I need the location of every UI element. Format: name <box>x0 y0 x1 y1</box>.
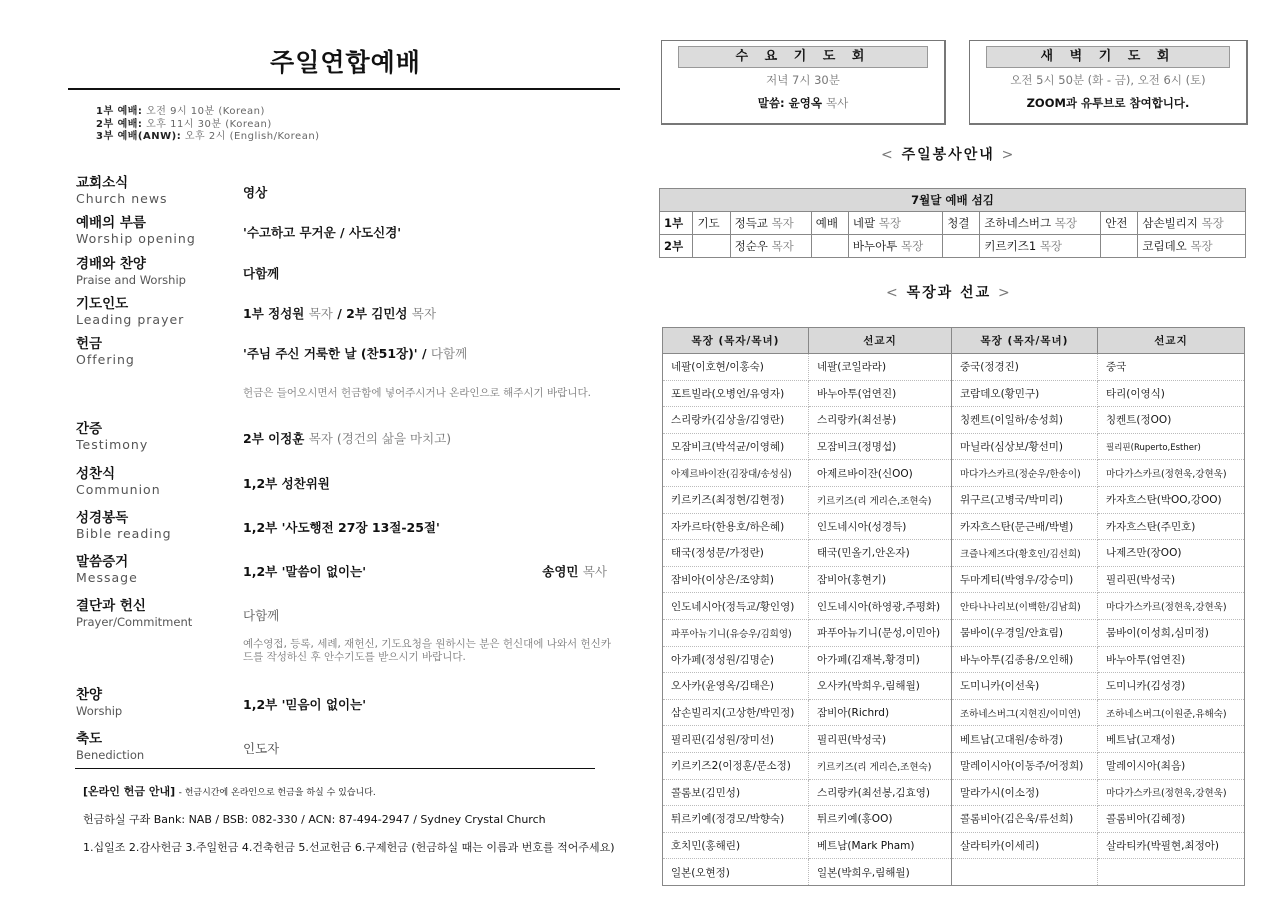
order-value: 1부 정성원 목자 / 2부 김민성 목자 <box>243 306 437 321</box>
mission-cell: 카자흐스탄(주민호) <box>1098 513 1245 540</box>
mission-cell: 포트빌라(오병언/유영자) <box>663 380 809 407</box>
offering-note: 헌금은 들어오시면서 헌금함에 넣어주시거나 온라인으로 해주시기 바랍니다. <box>243 387 591 399</box>
mission-cell: 태국(민올기,안온자) <box>809 540 952 567</box>
mission-row <box>663 779 1245 806</box>
page-title: 주일연합예배 <box>270 48 421 77</box>
wednesday-prayer-time: 저녁 7시 30분 <box>766 73 840 87</box>
duty-row-2 <box>660 235 1246 258</box>
order-ko: 교회소식 <box>76 175 129 191</box>
mission-cell: 마다가스카르(정순우/한송이) <box>952 460 1098 487</box>
order-value: 다함께 <box>243 266 280 281</box>
mission-cell: 스리랑카(최선봉) <box>809 407 952 434</box>
mission-cell: 칭켄트(이일하/송성희) <box>952 407 1098 434</box>
order-en: Bible reading <box>76 526 172 541</box>
order-en: Church news <box>76 191 168 206</box>
mission-cell: 아가페(정성원/김명순) <box>663 646 809 673</box>
order-en: Leading prayer <box>76 312 185 327</box>
mission-cell: 인도네시아(하영광,주평화) <box>809 593 952 620</box>
order-value: 1,2부 '사도행전 27장 13절-25절' <box>243 520 440 535</box>
mission-cell: 키르키즈2(이정훈/문소정) <box>663 752 809 779</box>
duty-cell: 키르키즈1 목장 <box>980 235 1101 258</box>
mission-cell: 중국 <box>1098 354 1245 381</box>
mission-cell: 바누아투(엄연진) <box>809 380 952 407</box>
mission-cell: 오사카(윤영옥/김태은) <box>663 673 809 700</box>
order-en: Message <box>76 570 138 585</box>
mission-cell: 스리랑카(최선봉,김효영) <box>809 779 952 806</box>
order-item-benediction <box>76 731 621 762</box>
mission-cell: 인도네시아(정득교/황인영) <box>663 593 809 620</box>
message-speaker: 송영민 목사 <box>542 564 607 579</box>
mission-row <box>663 433 1245 460</box>
order-item-bible-reading <box>76 510 621 541</box>
duty-cell: 조하네스버그 목장 <box>980 212 1101 235</box>
order-value: 1,2부 '말씀이 없이는' <box>243 564 367 579</box>
order-value: 인도자 <box>243 741 280 756</box>
order-ko: 경배와 찬양 <box>76 256 146 272</box>
dawn-prayer-time: 오전 5시 50분 (화 - 금), 오전 6시 (토) <box>1010 73 1206 87</box>
mission-cell: 베트남(고대원/송하경) <box>952 726 1098 753</box>
mission-header: 목장 (목자/목녀) <box>663 328 809 354</box>
mission-cell: 카자흐스탄(문근배/박별) <box>952 513 1098 540</box>
order-item-prayer <box>76 296 621 327</box>
mission-cell <box>952 859 1098 886</box>
duty-cell: 기도 <box>693 212 730 235</box>
mission-row <box>663 619 1245 646</box>
mission-cell: 나제즈만(장OO) <box>1098 540 1245 567</box>
mission-cell: 마다가스카르(정현욱,강현욱) <box>1098 779 1245 806</box>
mission-row <box>663 726 1245 753</box>
mission-cell: 콜롬보(김민성) <box>663 779 809 806</box>
mission-row <box>663 593 1245 620</box>
order-item-testimony <box>76 421 621 452</box>
duty-cell: 안전 <box>1101 212 1138 235</box>
order-ko: 성경봉독 <box>76 510 129 526</box>
service-time-1: 1부 예배: 오전 9시 10분 (Korean) <box>96 106 265 117</box>
mission-cell: 태국(정성문/가정란) <box>663 540 809 567</box>
mission-cell: 중국(정경진) <box>952 354 1098 381</box>
mission-cell: 잠비아(Richrd) <box>809 699 952 726</box>
order-value: '주님 주신 거룩한 날 (찬51장)' / 다함께 <box>243 346 468 361</box>
order-en: Prayer/Commitment <box>76 615 193 629</box>
order-ko: 축도 <box>76 731 103 747</box>
mission-header-row <box>663 328 1245 354</box>
duty-cell <box>811 235 848 258</box>
duty-cell <box>693 235 730 258</box>
order-ko: 예배의 부름 <box>76 215 146 231</box>
mission-row <box>663 354 1245 381</box>
order-en: Praise and Worship <box>76 273 186 287</box>
order-en: Testimony <box>76 437 149 452</box>
online-offering-info <box>75 768 615 854</box>
mission-cell: 칭켄트(정OO) <box>1098 407 1245 434</box>
order-item-praise <box>76 256 621 287</box>
order-item-message <box>76 554 621 585</box>
duty-table <box>659 188 1246 258</box>
mission-cell: 조하네스버그(이원준,유해숙) <box>1098 699 1245 726</box>
wednesday-prayer-speaker: 말씀: 윤영옥 목사 <box>757 96 849 110</box>
duty-cell <box>943 235 980 258</box>
mission-row <box>663 859 1245 886</box>
order-en: Communion <box>76 482 161 497</box>
order-item-communion <box>76 466 621 497</box>
dawn-prayer-title: 새 벽 기 도 회 <box>986 46 1230 68</box>
order-value: '수고하고 무거운 / 사도신경' <box>243 225 402 240</box>
mission-cell: 필리핀(박성국) <box>809 726 952 753</box>
duty-cell: 2부 <box>660 235 693 258</box>
mission-cell: 베트남(고재성) <box>1098 726 1245 753</box>
mission-cell: 마다가스카르(정현욱,강현욱) <box>1098 593 1245 620</box>
mission-cell: 베트남(Mark Pham) <box>809 832 952 859</box>
mission-row <box>663 699 1245 726</box>
mission-cell: 키르키즈(최정현/김현정) <box>663 486 809 513</box>
mission-row <box>663 806 1245 833</box>
duty-header: 7월달 예배 섬김 <box>660 189 1246 212</box>
mission-cell: 키르키즈(리 게리슨,조현숙) <box>809 752 952 779</box>
mission-row <box>663 646 1245 673</box>
mission-row <box>663 486 1245 513</box>
title-divider <box>68 88 620 90</box>
mission-header: 선교지 <box>1098 328 1245 354</box>
mission-cell: 카자흐스탄(박OO,강OO) <box>1098 486 1245 513</box>
mission-row <box>663 832 1245 859</box>
mission-cell: 모잠비크(박석균/이영혜) <box>663 433 809 460</box>
service-time-3: 3부 예배(ANW): 오후 2시 (English/Korean) <box>96 131 320 142</box>
duty-cell: 청결 <box>943 212 980 235</box>
mission-cell: 잠비아(이상은/조양희) <box>663 566 809 593</box>
duty-cell: 코림데오 목장 <box>1138 235 1246 258</box>
mission-cell: 아가페(김재복,황경미) <box>809 646 952 673</box>
order-item-church-news <box>76 175 621 206</box>
order-ko: 결단과 헌신 <box>76 598 146 614</box>
mission-cell: 타리(이영식) <box>1098 380 1245 407</box>
mission-cell: 네팔(이호현/이홍숙) <box>663 354 809 381</box>
mission-cell: 두마게티(박영우/강승미) <box>952 566 1098 593</box>
mission-cell: 도미니카(이선욱) <box>952 673 1098 700</box>
order-item-commitment <box>76 598 621 663</box>
duty-cell: 예배 <box>811 212 848 235</box>
mission-cell: 파푸아뉴기니(문성,이민아) <box>809 619 952 646</box>
mission-cell: 네팔(코일라라) <box>809 354 952 381</box>
duty-cell: 네팔 목장 <box>848 212 942 235</box>
duty-cell: 삼손빌리지 목장 <box>1138 212 1246 235</box>
service-times <box>96 106 623 144</box>
mission-cell: 오사카(박희우,림해월) <box>809 673 952 700</box>
mission-header: 목장 (목자/목녀) <box>952 328 1098 354</box>
mission-row <box>663 673 1245 700</box>
mission-cell: 필리핀(Ruperto,Esther) <box>1098 433 1245 460</box>
mission-row <box>663 380 1245 407</box>
duty-row-1 <box>660 212 1246 235</box>
online-offering-title: [온라인 헌금 안내] - 헌금시간에 온라인으로 헌금을 하실 수 있습니다. <box>83 785 376 798</box>
duty-cell: 1부 <box>660 212 693 235</box>
order-item-worship-opening <box>76 215 621 246</box>
service-time-2: 2부 예배: 오후 11시 30분 (Korean) <box>96 118 272 130</box>
mission-row <box>663 407 1245 434</box>
order-en: Worship <box>76 704 123 718</box>
order-ko: 간증 <box>76 421 103 437</box>
mission-cell <box>1098 859 1245 886</box>
mission-cell: 호치민(홍해린) <box>663 832 809 859</box>
mission-cell: 위구르(고병국/박미리) <box>952 486 1098 513</box>
mission-table <box>662 327 1245 886</box>
duty-cell: 정순우 목자 <box>730 235 811 258</box>
mission-cell: 키르키즈(리 게리슨,조현숙) <box>809 486 952 513</box>
mission-cell: 모잠비크(정명섭) <box>809 433 952 460</box>
dawn-prayer-box <box>969 40 1248 125</box>
order-ko: 찬양 <box>76 687 103 703</box>
mission-cell: 필리핀(박성국) <box>1098 566 1245 593</box>
mission-cell: 말레이시아(최음) <box>1098 752 1245 779</box>
commitment-note: 예수영접, 등록, 세례, 재헌신, 기도요청을 원하시는 분은 헌신대에 나와서 헌신카드를 작성하신 후 안수기도를 받으시기 바랍니다. <box>243 638 611 663</box>
wednesday-prayer-title: 수 요 기 도 회 <box>678 46 928 68</box>
mission-row <box>663 513 1245 540</box>
mission-row <box>663 460 1245 487</box>
mission-cell: 튀르키예(정경모/박향숙) <box>663 806 809 833</box>
mission-cell: 바누아투(엄연진) <box>1098 646 1245 673</box>
order-ko: 기도인도 <box>76 296 129 312</box>
order-en: Worship opening <box>76 231 196 246</box>
mission-cell: 바누아투(김종용/오인해) <box>952 646 1098 673</box>
duty-section-title: < 주일봉사안내 > <box>881 147 1016 163</box>
mission-cell: 마다가스카르(정현욱,강현욱) <box>1098 460 1245 487</box>
mission-cell: 말레이시아(이동주/어정희) <box>952 752 1098 779</box>
mission-cell: 아제르바이잔(신OO) <box>809 460 952 487</box>
left-page <box>68 40 623 144</box>
mission-row <box>663 752 1245 779</box>
mission-cell: 일본(박희우,림해월) <box>809 859 952 886</box>
order-value: 1,2부 성찬위원 <box>243 476 330 491</box>
mission-header: 선교지 <box>809 328 952 354</box>
order-value: 1,2부 '믿음이 없이는' <box>243 697 367 712</box>
order-value: 다함께 <box>243 608 280 623</box>
mission-cell: 자카르타(한용호/하은혜) <box>663 513 809 540</box>
mission-cell: 크즐나제즈다(황호인/김선희) <box>952 540 1098 567</box>
mission-cell: 인도네시아(성경득) <box>809 513 952 540</box>
mission-cell: 일본(오현정) <box>663 859 809 886</box>
mission-cell: 뭄바이(이성희,심미정) <box>1098 619 1245 646</box>
mission-row <box>663 566 1245 593</box>
mission-cell: 튀르키예(홍OO) <box>809 806 952 833</box>
duty-cell: 정득교 목자 <box>730 212 811 235</box>
mission-cell: 삼손빌리지(고상한/박민정) <box>663 699 809 726</box>
mission-cell: 콜롬비아(김은욱/류선희) <box>952 806 1098 833</box>
offering-types: 1.십일조 2.감사헌금 3.주일헌금 4.건축헌금 5.선교헌금 6.구제헌금 (헌금하실 때는 이름과 번호를 적어주세요) <box>83 841 615 854</box>
duty-cell <box>1101 235 1138 258</box>
order-item-offering <box>76 336 621 399</box>
order-value: 2부 이정훈 목자 (경건의 삶을 마치고) <box>243 431 452 446</box>
mission-cell: 조하네스버그(지현진/이미연) <box>952 699 1098 726</box>
mission-cell: 아제르바이잔(김장대/송성심) <box>663 460 809 487</box>
mission-cell: 말라가시(이소정) <box>952 779 1098 806</box>
order-en: Benediction <box>76 748 145 762</box>
order-ko: 말씀증거 <box>76 554 129 570</box>
wednesday-prayer-box <box>661 40 946 125</box>
mission-cell: 마닐라(심상보/황선미) <box>952 433 1098 460</box>
order-item-worship <box>76 687 621 718</box>
mission-cell: 파푸아뉴기니(유승우/김희영) <box>663 619 809 646</box>
mission-cell: 코람데오(황민구) <box>952 380 1098 407</box>
mission-cell: 뭄바이(우경일/안효림) <box>952 619 1098 646</box>
order-en: Offering <box>76 352 135 367</box>
mission-cell: 스리랑카(김상울/김영란) <box>663 407 809 434</box>
mission-row <box>663 540 1245 567</box>
mission-section-title: < 목장과 선교 > <box>886 285 1012 301</box>
dawn-prayer-note: ZOOM과 유투브로 참여합니다. <box>1026 96 1190 110</box>
mission-cell: 콜롬비아(김혜정) <box>1098 806 1245 833</box>
mission-cell: 잠비아(홍현기) <box>809 566 952 593</box>
bank-account: 헌금하실 구좌 Bank: NAB / BSB: 082-330 / ACN: 87-494-2947 / Sydney Crystal Church <box>83 813 546 826</box>
mission-cell: 살라티카(박필현,최정아) <box>1098 832 1245 859</box>
mission-cell: 도미니카(김성경) <box>1098 673 1245 700</box>
order-ko: 헌금 <box>76 336 103 352</box>
mission-cell: 안타나나리보(이백한/김남희) <box>952 593 1098 620</box>
mission-cell: 필리핀(김성원/장미선) <box>663 726 809 753</box>
order-value: 영상 <box>243 185 268 200</box>
duty-cell: 바누아투 목장 <box>848 235 942 258</box>
mission-cell: 살라티카(이세리) <box>952 832 1098 859</box>
order-ko: 성찬식 <box>76 466 116 482</box>
